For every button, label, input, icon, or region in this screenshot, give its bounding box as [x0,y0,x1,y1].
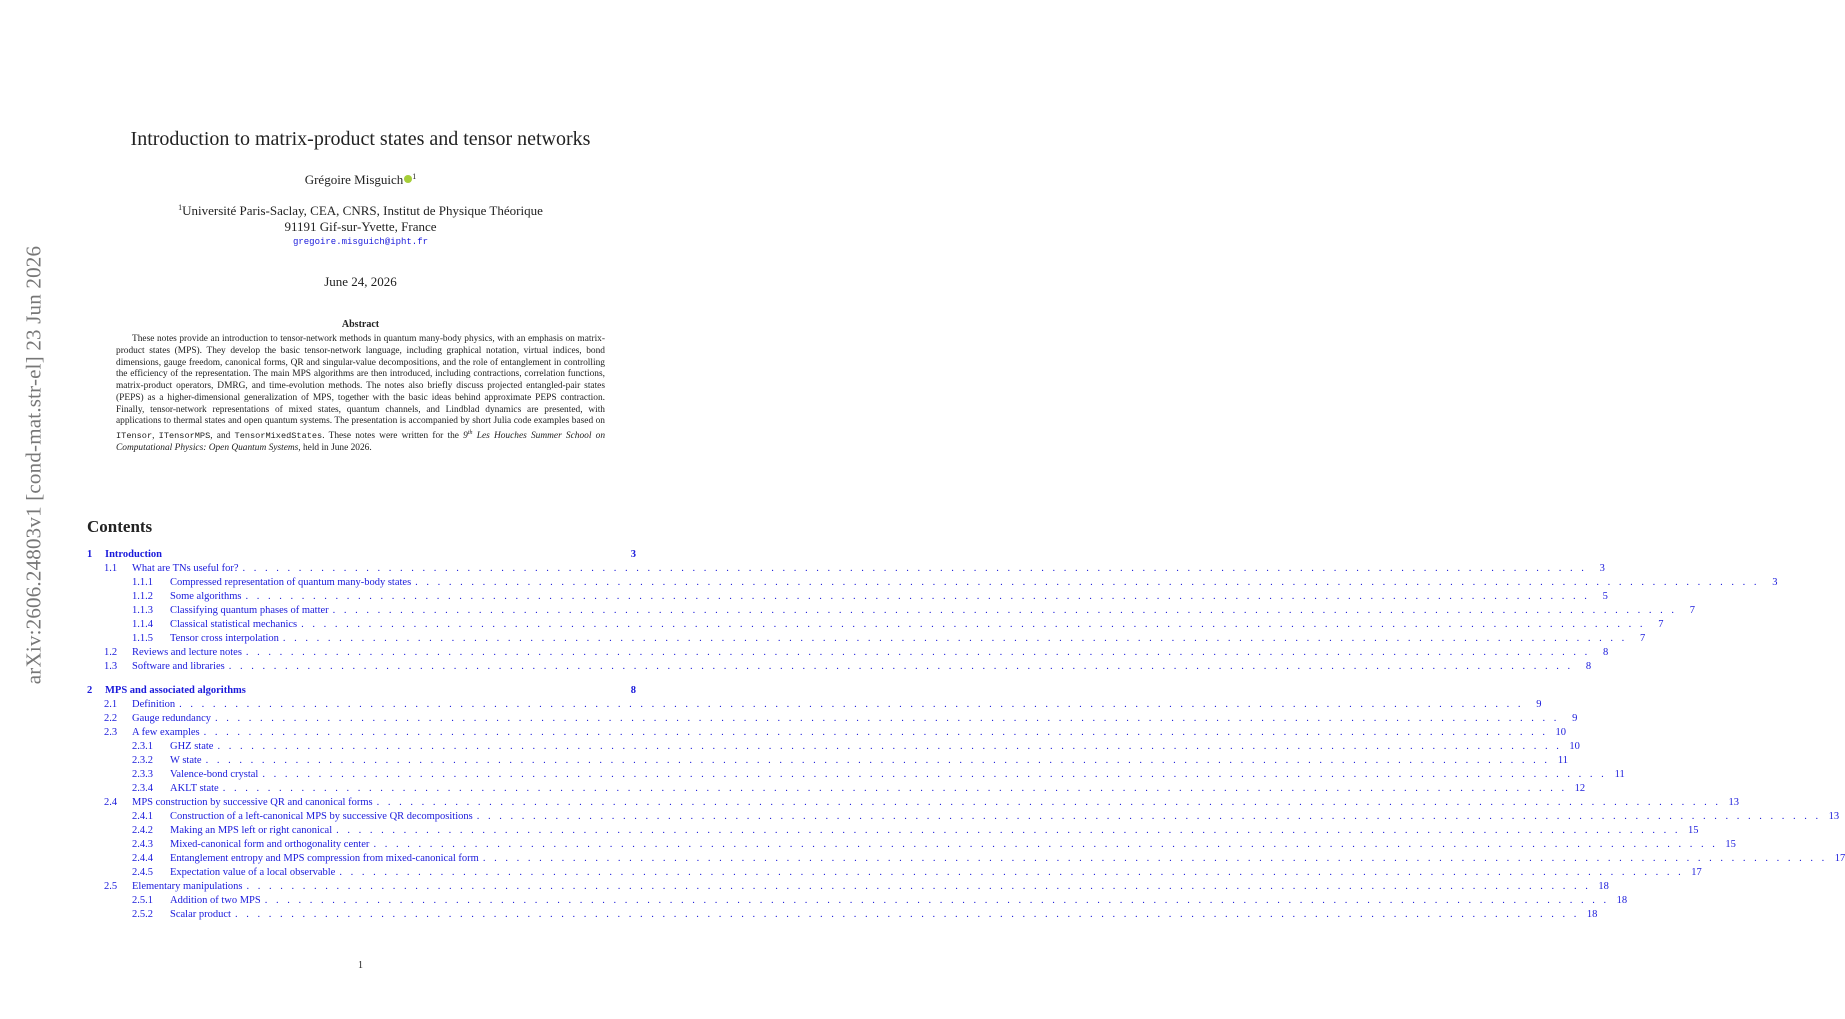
toc-entry-page: 10 [1555,727,1567,738]
toc-entry[interactable] [87,660,1592,674]
toc-entry[interactable] [87,604,1696,618]
toc-entry-page: 18 [1616,895,1628,906]
toc-leader: . . . . . . . . . . . . . . . . . . . . . . . . . . . . . . . . . . . . . . . . . . . . . . . . . . . . . . . . . . . . . . . . . . . . . . . . . . . . . . . . . . . . . . . . . . . . . . . . . . . . . . . . . . . . . . . . . . . . . . . . [476,811,1822,822]
toc-entry-page: 8 [1585,661,1592,672]
abstract-text-a: These notes provide an introduction to tensor-network methods in quantum many-body physics, with an emphasis on matrix-product states (MPS). They develop the basic tensor-network language, including graphical notation, virtual indices, bond dimensions, gauge freedom, canonical forms, QR and singular-value decompositions, and the role of entanglement in controlling the efficiency of the representation. The main MPS algorithms are then introduced, including contractions, correlation functions, matrix-product operators, DMRG, and time-evolution methods. The notes also briefly discuss projected entangled-pair states (PEPS) as a higher-dimensional generalization of MPS, together with the basic ideas behind approximate PEPS contraction. Finally, tensor-network representations of mixed states, quantum channels, and Lindblad dynamics are presented, with applications to thermal states and open quantum systems. The presentation is accompanied by short Julia code examples based on [116,334,605,427]
toc-leader: . . . . . . . . . . . . . . . . . . . . . . . . . . . . . . . . . . . . . . . . . . . . . . . . . . . . . . . . . . . . . . . . . . . . . . . . . . . . . . . . . . . . . . . . . . . . . . . . . . . . . . . . . . . . . . . . . . . . . . . . [339,867,1684,878]
abstract-text-b: . These notes were written for the [322,431,464,442]
author-name: Grégoire Misguich [304,172,404,187]
affiliation-line-1: Université Paris-Saclay, CEA, CNRS, Institut de Physique Théorique [182,203,543,218]
table-of-contents [87,548,1845,922]
toc-entry-number: 2.4.4 [132,853,153,864]
toc-entry-title: Introduction [105,549,162,560]
toc-entry[interactable] [87,838,1736,852]
toc-entry[interactable] [87,768,1625,782]
toc-leader: . . . . . . . . . . . . . . . . . . . . . . . . . . . . . . . . . . . . . . . . . . . . . . . . . . . . . . . . . . . . . . . . . . . . . . . . . . . . . . . . . . . . . . . . . . . . . . . . . . . . . . . . . . . . . . . . . . . . . . . . [179,699,1524,710]
toc-entry-page: 3 [630,549,636,560]
toc-leader: . . . . . . . . . . . . . . . . . . . . . . . . . . . . . . . . . . . . . . . . . . . . . . . . . . . . . . . . . . . . . . . . . . . . . . . . . . . . . . . . . . . . . . . . . . . . . . . . . . . . . . . . . . . . . . . . . . . . . . . . [282,633,1628,644]
toc-entry-title: MPS and associated algorithms [105,685,246,696]
toc-entry-page: 18 [1598,881,1609,892]
toc-entry-number: 1 [87,549,93,560]
toc-entry-title: W state [170,755,202,766]
toc-entry-page: 7 [1689,605,1696,616]
toc-entry-number: 1.1 [104,563,118,574]
toc-entry[interactable] [87,754,1568,768]
code-itensor: ITensor [116,431,153,442]
affiliation [0,200,721,235]
toc-entry-page: 11 [1557,755,1568,766]
toc-entry-title: Software and libraries [132,661,225,672]
toc-entry-page: 7 [1640,633,1646,644]
toc-leader: . . . . . . . . . . . . . . . . . . . . . . . . . . . . . . . . . . . . . . . . . . . . . . . . . . . . . . . . . . . . . . . . . . . . . . . . . . . . . . . . . . . . . . . . . . . . . . . . . . . . . . . . . . . . . . . . . . . . . . . . [228,661,1574,672]
toc-entry-title: Addition of two MPS [170,895,261,906]
toc-leader: . . . . . . . . . . . . . . . . . . . . . . . . . . . . . . . . . . . . . . . . . . . . . . . . . . . . . . . . . . . . . . . . . . . . . . . . . . . . . . . . . . . . . . . . . . . . . . . . . . . . . . . . . . . . . . . . . . . . . . . . [376,797,1721,808]
toc-entry-title: Reviews and lecture notes [132,647,242,658]
toc-entry[interactable] [87,618,1664,632]
arxiv-sidebar [18,245,50,685]
toc-entry-title: Scalar product [170,909,231,920]
toc-entry-page: 8 [1603,647,1609,658]
toc-entry[interactable] [87,712,1578,726]
abstract-ordinal-sup: th [467,430,473,436]
code-tensormixedstates: TensorMixedStates [234,431,323,442]
toc-entry-page: 17 [1691,867,1702,878]
toc-entry-title: Mixed-canonical form and orthogonality center [170,839,370,850]
toc-leader: . . . . . . . . . . . . . . . . . . . . . . . . . . . . . . . . . . . . . . . . . . . . . . . . . . . . . . . . . . . . . . . . . . . . . . . . . . . . . . . . . . . . . . . . . . . . . . . . . . . . . . . . . . . . . . . . . . . . . . . . [482,853,1828,864]
paper-title: Introduction to matrix-product states and tensor networks [130,128,591,150]
toc-entry-number: 2.4.2 [132,825,153,836]
toc-entry-title: Tensor cross interpolation [170,633,279,644]
publication-date: June 24, 2026 [324,274,397,289]
abstract-ordinal: 9 [463,431,468,442]
toc-leader: . . . . . . . . . . . . . . . . . . . . . . . . . . . . . . . . . . . . . . . . . . . . . . . . . . . . . . . . . . . . . . . . . . . . . . . . . . . . . . . . . . . . . . . . . . . . . . . . . . . . . . . . . . . . . . . . . . . . . . . . [332,605,1678,616]
toc-entry-title: Classifying quantum phases of matter [170,605,329,616]
toc-entry-page: 5 [1602,591,1608,602]
abstract-text-c: , held in June 2026. [298,442,372,453]
arxiv-identifier: arXiv:2606.24803v1 [cond-mat.str-el] 23 Jun 2026 [21,245,46,685]
author-line [0,172,721,188]
toc-entry[interactable] [87,810,1840,824]
toc-entry-title: Some algorithms [170,591,242,602]
toc-leader: . . . . . . . . . . . . . . . . . . . . . . . . . . . . . . . . . . . . . . . . . . . . . . . . . . . . . . . . . . . . . . . . . . . . . . . . . . . . . . . . . . . . . . . . . . . . . . . . . . . . . . . . . . . . . . . . . . . . . . . . [336,825,1681,836]
toc-leader: . . . . . . . . . . . . . . . . . . . . . . . . . . . . . . . . . . . . . . . . . . . . . . . . . . . . . . . . . . . . . . . . . . . . . . . . . . . . . . . . . . . . . . . . . . . . . . . . . . . . . . . . . . . . . . . . . . . . . . . . [301,619,1646,630]
author-affil-marker: 1 [412,172,417,181]
toc-entry-number: 2.1 [104,699,118,710]
toc-entry-number: 2.4 [104,797,118,808]
toc-entry-title: What are TNs useful for? [132,563,239,574]
toc-entry-title: Expectation value of a local observable [170,867,336,878]
abstract-sep-2: , and [210,431,235,442]
toc-leader: . . . . . . . . . . . . . . . . . . . . . . . . . . . . . . . . . . . . . . . . . . . . . . . . . . . . . . . . . . . . . . . . . . . . . . . . . . . . . . . . . . . . . . . . . . . . . . . . . . . . . . . . . . . . . . . . . . . . . . . . [373,839,1718,850]
toc-entry[interactable] [87,590,1608,604]
toc-entry-number: 2.3 [104,727,118,738]
toc-leader: . . . . . . . . . . . . . . . . . . . . . . . . . . . . . . . . . . . . . . . . . . . . . . . . . . . . . . . . . . . . . . . . . . . . . . . . . . . . . . . . . . . . . . . . . . . . . . . . . . . . . . . . . . . . . . . . . . . . . . . . [205,755,1550,766]
toc-entry-number: 2.3.1 [132,741,153,752]
toc-entry-number: 2.3.3 [132,769,153,780]
toc-entry-title: GHZ state [170,741,214,752]
toc-entry-number: 1.1.2 [132,591,153,602]
affiliation-marker: 1 [178,203,183,212]
toc-entry-title: A few examples [132,727,200,738]
toc-entry-page: 17 [1834,853,1845,864]
abstract-sep-1: , [152,431,159,442]
toc-leader: . . . . . . . . . . . . . . . . . . . . . . . . . . . . . . . . . . . . . . . . . . . . . . . . . . . . . . . . . . . . . . . . . . . . . . . . . . . . . . . . . . . . . . . . . . . . . . . . . . . . . . . . . . . . . . . . . . . . . . . . [242,563,1587,574]
toc-entry-number: 2.2 [104,713,118,724]
toc-entry-title: MPS construction by successive QR and canonical forms [132,797,373,808]
toc-leader: . . . . . . . . . . . . . . . . . . . . . . . . . . . . . . . . . . . . . . . . . . . . . . . . . . . . . . . . . . . . . . . . . . . . . . . . . . . . . . . . . . . . . . . . . . . . . . . . . . . . . . . . . . . . . . . . . . . . . . . . [203,727,1549,738]
toc-entry-number: 1.1.4 [132,619,153,630]
toc-leader: . . . . . . . . . . . . . . . . . . . . . . . . . . . . . . . . . . . . . . . . . . . . . . . . . . . . . . . . . . . . . . . . . . . . . . . . . . . . . . . . . . . . . . . . . . . . . . . . . . . . . . . . . . . . . . . . . . . . . . . . [222,783,1568,794]
abstract-event: Les Houches Summer School on Computational Physics: Open Quantum Systems [116,431,606,453]
toc-entry-title: Valence-bond crystal [170,769,259,780]
toc-entry-page: 9 [1572,713,1578,724]
toc-entry-page: 3 [1599,563,1605,574]
toc-entry-number: 2 [87,685,93,696]
toc-entry-page: 12 [1574,783,1586,794]
toc-entry[interactable] [87,824,1699,838]
toc-entry-title: Definition [132,699,176,710]
toc-entry[interactable] [87,782,1586,796]
toc-entry-page: 13 [1728,797,1739,808]
toc-entry-title: Compressed representation of quantum many-body states [170,577,412,588]
contents-heading: Contents [87,517,153,536]
toc-leader: . . . . . . . . . . . . . . . . . . . . . . . . . . . . . . . . . . . . . . . . . . . . . . . . . . . . . . . . . . . . . . . . . . . . . . . . . . . . . . . . . . . . . . . . . . . . . . . . . . . . . . . . . . . . . . . . . . . . . . . . [217,741,1562,752]
toc-entry-page: 10 [1569,741,1580,752]
toc-entry-title: Making an MPS left or right canonical [170,825,333,836]
toc-entry[interactable] [87,548,636,562]
toc-entry[interactable] [87,852,1845,866]
toc-entry[interactable] [87,796,1739,810]
toc-entry[interactable] [87,684,636,698]
toc-entry-title: AKLT state [170,783,219,794]
toc-entry-title: Entanglement entropy and MPS compression from mixed-canonical form [170,853,479,864]
toc-leader: . . . . . . . . . . . . . . . . . . . . . . . . . . . . . . . . . . . . . . . . . . . . . . . . . . . . . . . . . . . . . . . . . . . . . . . . . . . . . . . . . . . . . . . . . . . . . . . . . . . . . . . . . . . . . . . . . . . . . . . . [415,577,1760,588]
toc-entry-page: 15 [1725,839,1736,850]
email-link[interactable]: gregoire.misguich@ipht.fr [292,237,429,247]
toc-entry-number: 1.3 [104,661,118,672]
toc-entry-page: 7 [1658,619,1664,630]
toc-leader: . . . . . . . . . . . . . . . . . . . . . . . . . . . . . . . . . . . . . . . . . . . . . . . . . . . . . . . . . . . . . . . . . . . . . . . . . . . . . . . . . . . . . . . . . . . . . . . . . . . . . . . . . . . . . . . . . . . . . . . . [245,591,1590,602]
affiliation-line-2: 91191 Gif-sur-Yvette, France [284,219,437,234]
toc-entry[interactable] [87,894,1628,908]
toc-entry[interactable] [87,632,1646,646]
toc-entry-page: 11 [1614,769,1625,780]
abstract-body [116,334,605,455]
toc-entry-number: 2.5.2 [132,909,153,920]
toc-leader: . . . . . . . . . . . . . . . . . . . . . . . . . . . . . . . . . . . . . . . . . . . . . . . . . . . . . . . . . . . . . . . . . . . . . . . . . . . . . . . . . . . . . . . . . . . . . . . . . . . . . . . . . . . . . . . . . . . . . . . . [262,769,1607,780]
toc-entry-number: 1.1.1 [132,577,153,588]
toc-entry-page: 15 [1688,825,1699,836]
toc-entry-number: 2.4.3 [132,839,153,850]
toc-entry[interactable] [87,866,1702,880]
toc-entry-page: 3 [1772,577,1778,588]
toc-entry-page: 18 [1586,909,1598,920]
toc-entry-number: 1.1.5 [132,633,153,644]
toc-entry-number: 2.5 [104,881,118,892]
toc-entry-title: Construction of a left-canonical MPS by successive QR decompositions [170,811,473,822]
toc-entry-number: 1.1.3 [132,605,153,616]
toc-entry-page: 8 [630,685,636,696]
toc-leader: . . . . . . . . . . . . . . . . . . . . . . . . . . . . . . . . . . . . . . . . . . . . . . . . . . . . . . . . . . . . . . . . . . . . . . . . . . . . . . . . . . . . . . . . . . . . . . . . . . . . . . . . . . . . . . . . . . . . . . . . [234,909,1580,920]
toc-entry-page: 13 [1828,811,1840,822]
toc-entry-title: Elementary manipulations [132,881,243,892]
toc-entry-page: 9 [1536,699,1542,710]
toc-entry-number: 1.2 [104,647,118,658]
toc-entry[interactable] [87,698,1542,712]
toc-entry-number: 2.3.4 [132,783,153,794]
toc-entry[interactable] [87,646,1609,660]
page-number: 1 [358,960,363,971]
code-itensormps: ITensorMPS [158,431,211,442]
toc-entry[interactable] [87,880,1609,894]
toc-entry[interactable] [87,562,1605,576]
toc-entry-number: 2.4.1 [132,811,153,822]
toc-entry-title: Classical statistical mechanics [170,619,298,630]
abstract-heading: Abstract [341,319,380,330]
toc-entry-number: 2.4.5 [132,867,153,878]
toc-leader: . . . . . . . . . . . . . . . . . . . . . . . . . . . . . . . . . . . . . . . . . . . . . . . . . . . . . . . . . . . . . . . . . . . . . . . . . . . . . . . . . . . . . . . . . . . . . . . . . . . . . . . . . . . . . . . . . . . . . . . . [246,881,1591,892]
toc-leader: . . . . . . . . . . . . . . . . . . . . . . . . . . . . . . . . . . . . . . . . . . . . . . . . . . . . . . . . . . . . . . . . . . . . . . . . . . . . . . . . . . . . . . . . . . . . . . . . . . . . . . . . . . . . . . . . . . . . . . . . [215,713,1560,724]
toc-entry-title: Gauge redundancy [132,713,212,724]
toc-entry[interactable] [87,908,1598,922]
toc-entry-number: 2.5.1 [132,895,153,906]
toc-entry-number: 2.3.2 [132,755,153,766]
toc-leader: . . . . . . . . . . . . . . . . . . . . . . . . . . . . . . . . . . . . . . . . . . . . . . . . . . . . . . . . . . . . . . . . . . . . . . . . . . . . . . . . . . . . . . . . . . . . . . . . . . . . . . . . . . . . . . . . . . . . . . . . [245,647,1591,658]
toc-entry[interactable] [87,576,1778,590]
toc-entry[interactable] [87,740,1580,754]
toc-leader: . . . . . . . . . . . . . . . . . . . . . . . . . . . . . . . . . . . . . . . . . . . . . . . . . . . . . . . . . . . . . . . . . . . . . . . . . . . . . . . . . . . . . . . . . . . . . . . . . . . . . . . . . . . . . . . . . . . . . . . . [264,895,1610,906]
toc-entry[interactable] [87,726,1567,740]
